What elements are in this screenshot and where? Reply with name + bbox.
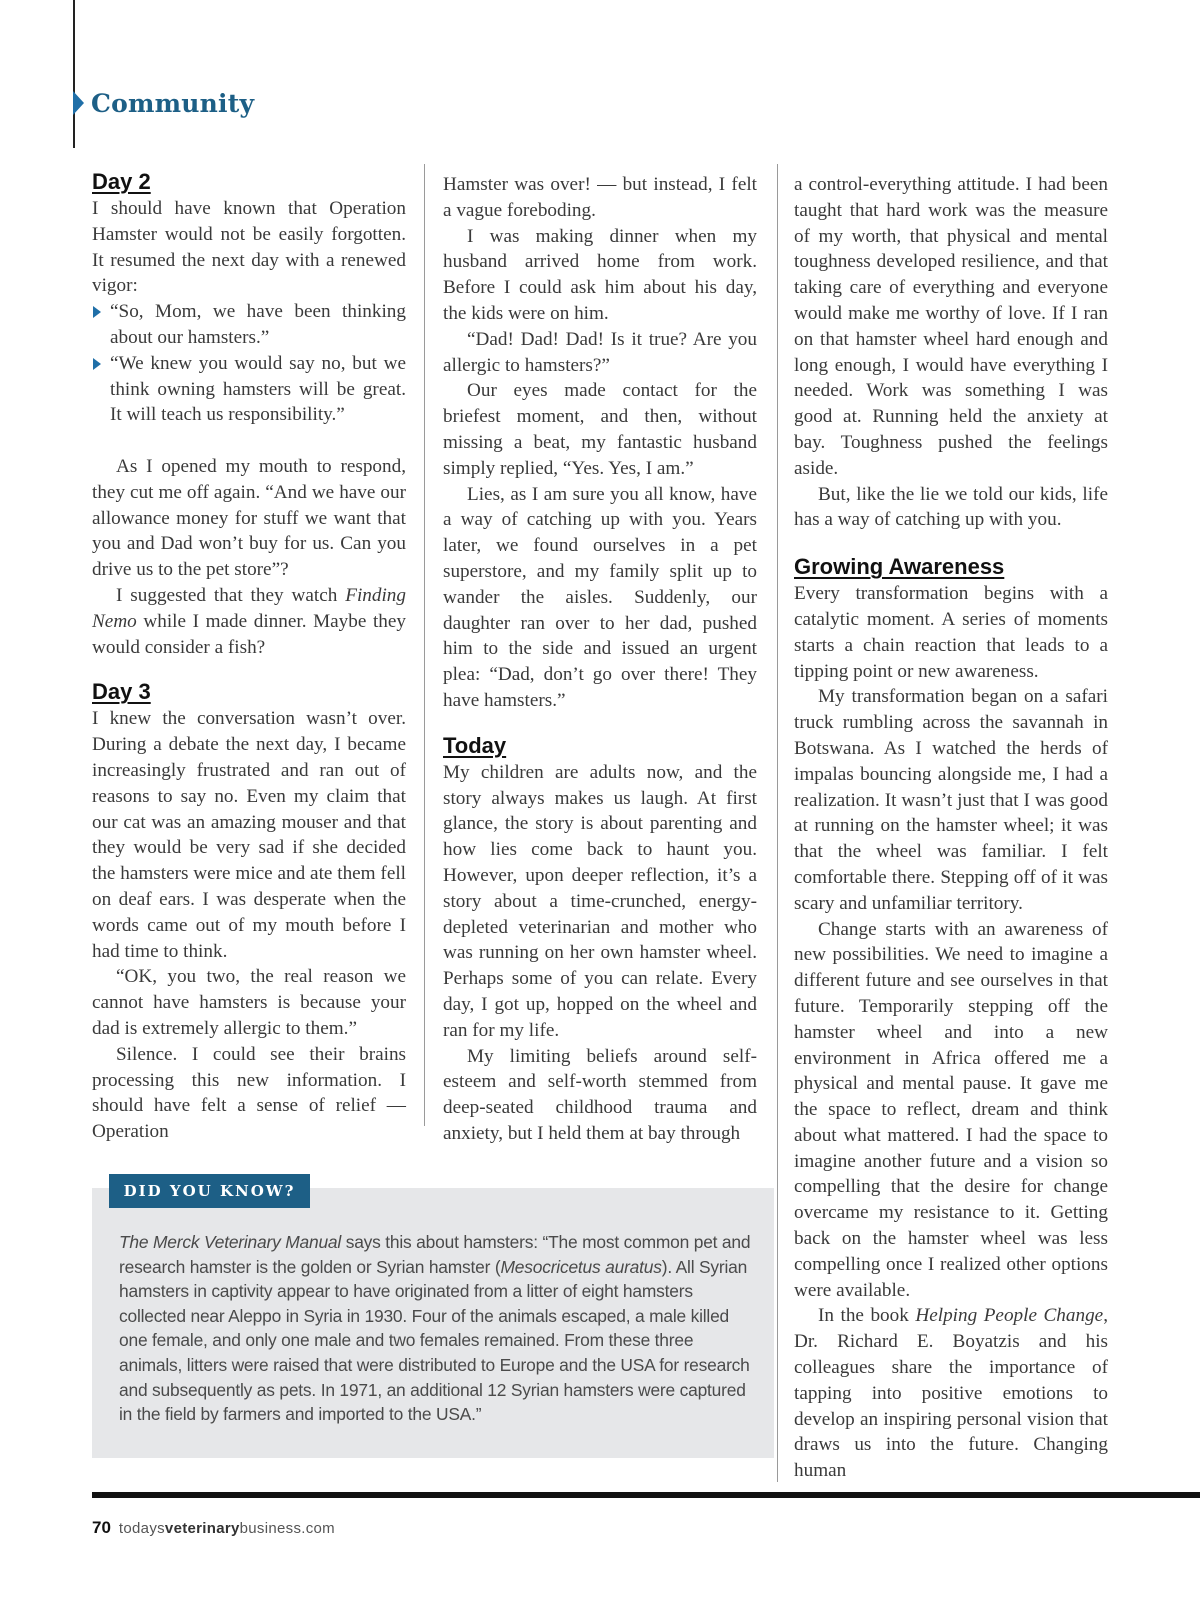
paragraph: My transformation began on a safari truck rumbling across the savannah in Botswana. As I watched the herds of impalas bouncing alongside me, I had a realization. It wasn’t just that I was good at running on the hamster wheel; it was that the wheel was familiar. I felt comfortable there. Stepping off of it was scary and unfamiliar territory.: [794, 686, 1108, 914]
bullet-text: “We knew you would say no, but we think owning hamsters will be great. It will teach us responsibility.”: [110, 352, 406, 426]
article-column-2: [443, 172, 757, 1147]
did-you-know-tab: DID YOU KNOW?: [109, 1174, 310, 1208]
bullet-item: [92, 351, 406, 428]
paragraph: I knew the conversation wasn’t over. During a debate the next day, I became increasingly frustrated and ran out of reasons to say no. Even my claim that our cat was an amazing mouser and that they would be very sad if she decided the hamsters were mice and ate them fell on deaf ears. I was desperate when the words came out of my mouth before I had time to think.: [92, 708, 406, 962]
paragraph: My limiting beliefs around self-esteem and self-worth stemmed from deep-seated childhood trauma and anxiety, but I held them at bay through: [443, 1045, 757, 1144]
did-you-know-text: The Merck Veterinary Manual says this about hamsters: “The most common pet and research hamster is the golden or Syrian hamster (Mesocricetus auratus). All Syrian hamsters in captivity appear to have originated from a litter of eight hamsters collected near Aleppo in Syria in 1930. Four of the animals escaped, a male killed one female, and only one male and two females remained. From these three animals, litters were raised that were distributed to Europe and the USA for research and subsequently as pets. In 1971, an additional 12 Syrian hamsters were captured in the field by farmers and imported to the USA.”: [119, 1232, 751, 1425]
page-footer: [92, 1518, 335, 1542]
paragraph: Change starts with an awareness of new possibilities. We need to imagine a different future and see ourselves in that future. Temporarily stepping off the hamster wheel and into a new environment in Africa offered me a physical and mental pause. It gave me the space to reflect, dream and think about what mattered. I had the space to imagine another future and a vision so compelling that the desire for change overcame my resistance to it. Getting back on the hamster wheel was less compelling once I realized other options were available.: [794, 918, 1108, 1301]
column-divider: [424, 164, 425, 1126]
bullet-arrow-icon: [93, 358, 101, 370]
book-title: Finding Nemo: [92, 584, 406, 632]
paragraph: I was making dinner when my husband arrived home from work. Before I could ask him about his day, the kids were on him.: [443, 225, 757, 324]
paragraph: My children are adults now, and the story always makes us laugh. At first glance, the story is about parenting and how lies come back to haunt you. However, upon deeper reflection, it’s a story about a time-crunched, energy-depleted veterinarian and mother who was running on her own hamster wheel. Perhaps some of you can relate. Every day, I got up, hopped on the wheel and ran for my life.: [443, 761, 757, 1041]
paragraph: Hamster was over! — but instead, I felt a vague foreboding.: [443, 174, 757, 221]
left-margin-rule: [73, 0, 75, 148]
paragraph: I should have known that Operation Hamster would not be easily forgotten. It resumed the next day with a renewed vigor:: [92, 198, 406, 297]
section-header: [73, 88, 254, 118]
section-arrow-icon: [73, 91, 84, 115]
heading-growing-awareness: Growing Awareness: [794, 554, 1005, 580]
article-column-3: [794, 172, 1108, 1484]
footer-rule: [92, 1492, 1200, 1498]
article-column-1: [92, 168, 406, 1145]
paragraph: Lies, as I am sure you all know, have a way of catching up with you. Years later, we found ourselves in a pet superstore, and my family split up to wander the aisles. Suddenly, our daughter ran over to her dad, pushed him to the side and issued an urgent plea: “Dad, don’t go over there! They have hamsters.”: [443, 483, 757, 711]
species-name: Mesocricetus auratus: [500, 1256, 662, 1277]
heading-day-2: Day 2: [92, 169, 151, 194]
paragraph: Our eyes made contact for the briefest moment, and then, without missing a beat, my fantastic husband simply replied, “Yes. Yes, I am.”: [443, 380, 757, 479]
paragraph: I suggested that they watch Finding Nemo while I made dinner. Maybe they would consider a fish?: [92, 584, 406, 658]
column-divider: [777, 164, 778, 1482]
heading-today: Today: [443, 732, 507, 758]
bullet-arrow-icon: [93, 306, 101, 318]
manual-title: The Merck Veterinary Manual: [119, 1232, 342, 1252]
bullet-text: “So, Mom, we have been thinking about our hamsters.”: [110, 301, 406, 348]
site-url: todaysveterinarybusiness.com: [118, 1520, 335, 1537]
paragraph: As I opened my mouth to respond, they cut me off again. “And we have our allowance money for stuff we want that you and Dad won’t buy for us. Can you drive us to the pet store”?: [92, 455, 406, 581]
bullet-item: [92, 299, 406, 351]
paragraph: In the book Helping People Change, Dr. Richard E. Boyatzis and his colleagues share the importance of tapping into positive emotions to develop an inspiring personal vision that draws us into the future. Changing human: [794, 1305, 1108, 1482]
paragraph: a control-everything attitude. I had been taught that hard work was the measure of my worth, that physical and mental toughness developed resilience, and that taking care of everything and everyone would make me worthy of love. If I ran on that hamster wheel hard enough and long enough, I would have everything I needed. Work was something I was good at. Running held the anxiety at bay. Toughness pushed the feelings aside.: [794, 174, 1108, 479]
page-number: 70: [92, 1518, 111, 1537]
heading-day-3: Day 3: [92, 679, 151, 705]
paragraph: Silence. I could see their brains processing this new information. I should have felt a sense of relief — Operation: [92, 1043, 406, 1143]
paragraph: “Dad! Dad! Dad! Is it true? Are you allergic to hamsters?”: [443, 328, 757, 376]
section-title: Community: [91, 88, 255, 118]
book-title: Helping People Change: [915, 1305, 1104, 1327]
paragraph: But, like the lie we told our kids, life has a way of catching up with you.: [794, 483, 1108, 531]
paragraph: Every transformation begins with a catalytic moment. A series of moments starts a chain reaction that leads to a tipping point or new awareness.: [794, 583, 1108, 682]
paragraph: “OK, you two, the real reason we cannot have hamsters is because your dad is extremely allergic to them.”: [92, 966, 406, 1039]
